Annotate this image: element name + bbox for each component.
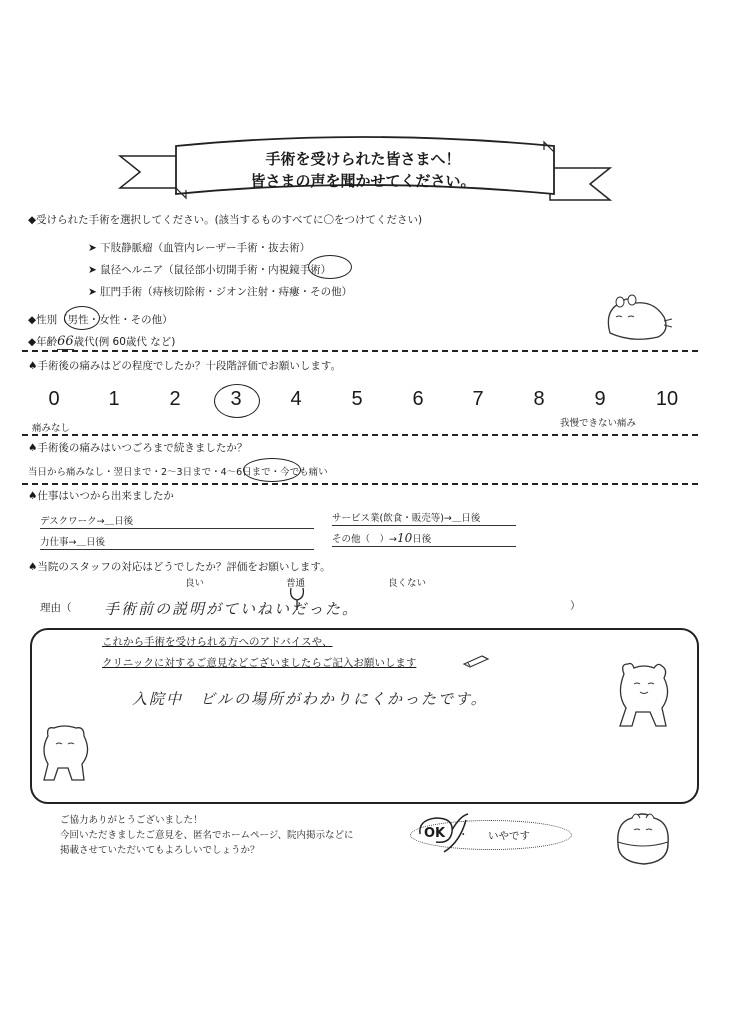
- footer-consent-line2: 掲載させていただいてもよろしいでしょうか？: [60, 845, 260, 856]
- selection-circle-4-6-days: [243, 458, 301, 482]
- age-prefix: ◆年齢: [28, 336, 58, 348]
- pain-scale-low-label: 痛みなし: [32, 423, 71, 434]
- advice-prompt-line1: これから手術を受けられる方へのアドバイスや、: [102, 636, 333, 648]
- pain-scale-7: 7: [472, 388, 484, 410]
- staff-rating-normal: 普通: [286, 578, 306, 589]
- banner-title-line1: 手術を受けられた皆さまへ！: [265, 150, 461, 168]
- banner-title-line2: 皆さまの声を聞かせてください。: [250, 172, 476, 190]
- work-desk-underline: [40, 528, 314, 529]
- work-other: その他（ ）→: [332, 534, 397, 545]
- age-value-handwritten: 66: [57, 334, 74, 349]
- footer-thanks: ご協力ありがとうございました！: [60, 815, 203, 826]
- work-physical: 力仕事→＿日後: [40, 537, 105, 548]
- pencil-icon: [462, 654, 492, 668]
- pain-scale-9: 9: [594, 388, 606, 410]
- staff-rating-good: 良い: [185, 578, 205, 589]
- pain-scale-6: 6: [412, 388, 424, 410]
- work-service-underline: [332, 525, 516, 526]
- pain-scale-5: 5: [351, 388, 363, 410]
- work-service: サービス業(飲食・販売等)→＿日後: [332, 513, 481, 524]
- q1-option-anal: ➤ 肛門手術（痔核切除術・ジオン注射・痔瘻・その他）: [88, 286, 353, 298]
- pain-duration-title: ♠手術後の痛みはいつごろまで続きましたか？: [28, 442, 248, 454]
- work-other-value-handwritten: 10: [396, 531, 413, 545]
- hamster-mascot-1: [598, 293, 678, 345]
- selection-circle-pain-3: [214, 384, 260, 418]
- pain-scale-high-label: 我慢できない痛み: [560, 418, 637, 429]
- hamster-mascot-2: [610, 660, 676, 732]
- q1-option-varicose: ➤ 下肢静脈瘤（血管内レーザー手術・抜去術）: [88, 242, 311, 254]
- hamster-mascot-4: [612, 808, 674, 866]
- advice-prompt-line2: クリニックに対するご意見などございましたらご記入お願いします: [102, 657, 417, 669]
- selection-circle-laparoscopic: [308, 255, 352, 279]
- section-divider: [22, 434, 698, 436]
- pain-scale-8: 8: [533, 388, 545, 410]
- gender-label: ◆性別（男性・女性・その他）: [28, 314, 173, 326]
- work-desk: デスクワーク→＿日後: [40, 516, 134, 527]
- selection-circle-male: [64, 306, 100, 330]
- consent-no-option[interactable]: いやです: [488, 830, 530, 842]
- pain-scale-4: 4: [290, 388, 302, 410]
- consent-ok-option[interactable]: OK: [424, 826, 446, 841]
- q1-option-hernia: ➤ 鼠径ヘルニア（鼠径部小切開手術・内視鏡手術）: [88, 264, 332, 276]
- hamster-mascot-3: [38, 722, 94, 784]
- selection-check-ok: [416, 812, 472, 854]
- pain-scale-10: 10: [655, 388, 679, 410]
- staff-reason-handwritten: 手術前の説明がていねいだった。: [104, 600, 360, 618]
- staff-reason-label: 理由（: [40, 602, 72, 614]
- pain-scale-1: 1: [108, 388, 120, 410]
- work-question-title: ♠仕事はいつから出来ましたか: [28, 490, 174, 502]
- consent-separator: ・: [458, 829, 469, 841]
- pain-duration-options: 当日から痛みなし・翌日まで・2〜3日まで・4〜6日まで・今でも痛い: [28, 467, 328, 478]
- section-divider: [22, 350, 698, 352]
- footer-consent-line1: 今回いただきましたご意見を、匿名でホームページ、院内掲示などに: [60, 830, 354, 841]
- staff-question-title: ♠当院のスタッフの対応はどうでしたか？評価をお願いします。: [28, 561, 331, 573]
- staff-rating-bad: 良くない: [388, 578, 427, 589]
- work-physical-underline: [40, 549, 314, 550]
- q1-title: ◆受けられた手術を選択してください。(該当するものすべてに〇をつけてください): [28, 214, 423, 226]
- pain-scale-3: 3: [230, 388, 242, 410]
- section-divider: [22, 483, 698, 485]
- advice-answer-handwritten: 入院中 ビルの場所がわかりにくかったです。: [132, 690, 488, 708]
- pain-scale-2: 2: [169, 388, 181, 410]
- staff-reason-close: ）: [570, 600, 581, 612]
- pain-scale-0: 0: [48, 388, 60, 410]
- age-suffix: 歳代(例 60歳代 など): [73, 336, 176, 348]
- work-other-suffix: 日後: [412, 534, 432, 545]
- pain-question-title: ♠手術後の痛みはどの程度でしたか？十段階評価でお願いします。: [28, 360, 342, 372]
- work-other-underline: [332, 546, 516, 547]
